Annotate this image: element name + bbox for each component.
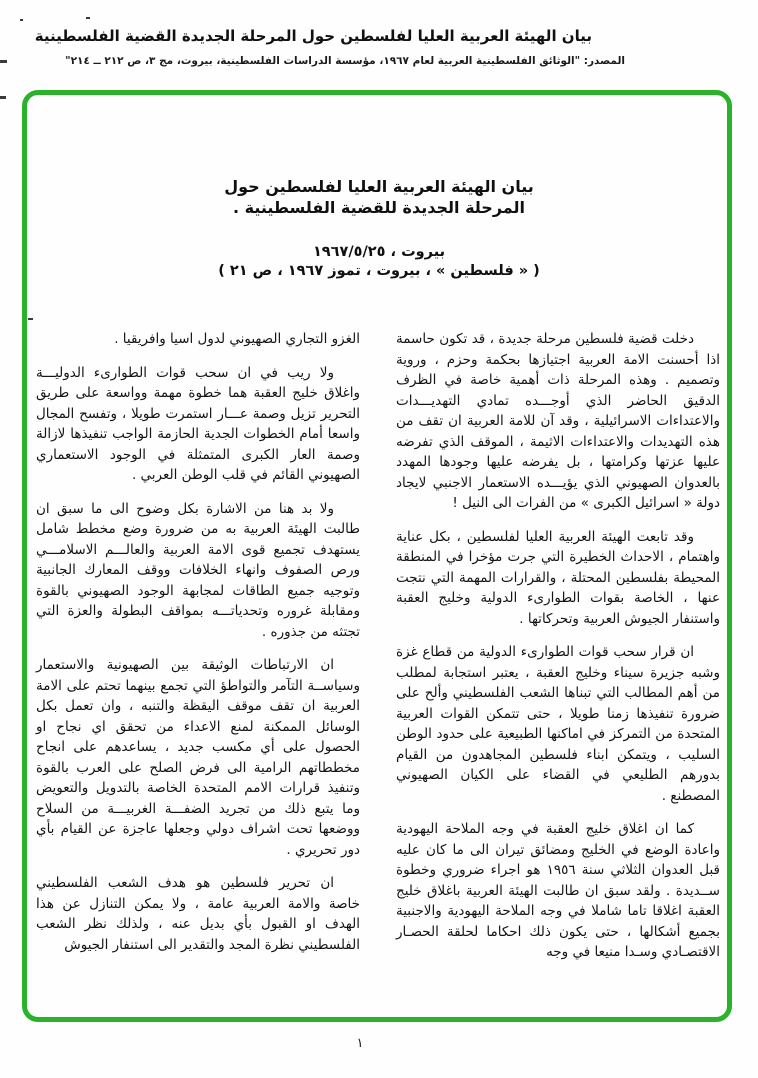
paragraph: وقد تابعت الهيئة العربية العليا لفلسطين ، بكل عناية واهتمام ، الاحداث الخطيرة التي جرت مؤخرا في المنطقة المحيطة بفلسطين المحتلة ، والقرارات المهمة التي نتجت عنها ، الخاصة بقوات الطوارىء الدولية وخليج العقبة واستنفار الجيوش العربية وتحركاتها . (396, 528, 720, 627)
scan-speck (20, 19, 23, 21)
dateline-citation: ( « فلسطين » ، بيروت ، تموز ١٩٦٧ ، ص ٢١ ) (218, 263, 540, 279)
paragraph: دخلت قضية فلسطين مرحلة جديدة ، قد تكون حاسمة اذا أحسنت الامة العربية اجتيازها بحكمة وحزم ، وروية وتصميم . وهذه المرحلة ذات أهمية خاصة في الظرف الدقيق الحاضر الذي أوجـــده تمادي التهديـــدات والاعتداءات الاسرائيلية ، وقد آن للامة العربية ان تقف من هذه التهديدات والاعتداءات الاثيمة ، الموقف الذي تفرضه عليها عزتها وكرامتها ، بل يفرضه عليها وجودها المهدد بالعدوان الصهيوني الذي يؤيـــده الاستعمار الاجنبي لايجاد دولة « اسرائيل الكبرى » من الفرات الى النيل ! (396, 331, 720, 511)
document-title-line1: بيان الهيئة العربية العليا لفلسطين حول (224, 177, 534, 196)
text-column-left (36, 329, 360, 976)
text-column-right (396, 329, 720, 976)
paragraph-continuation: الغزو التجاري الصهيوني لدول اسيا وافريقيا . (114, 331, 360, 347)
paragraph: ان تحرير فلسطين هو هدف الشعب الفلسطيني خاصة والامة العربية عامة ، ولا يمكن التنازل عن هذا الهدف او القبول بأي بديل عنه ، ولذلك نظر الشعب الفلسطيني نظرة المجد والتقدير الى استنفار الجيوش (36, 875, 360, 953)
document-title (0, 176, 758, 218)
paragraph: كما ان اغلاق خليج العقبة في وجه الملاحة اليهودية واعادة الوضع في الخليج ومضائق تيران الى ما كان عليه قبل العدوان الثلاثي سنة ١٩٥٦ هو اجراء ضروري وخطوة ســديدة . ولقد سبق ان طالبت الهيئة العربية باغلاق خليج العقبة اغلاقا تاما شاملا في وجه الملاحة اليهودية والاجنبية بجميع أشكالها ، حتى يكون ذلك احكاما لحلقة الحصـار الاقتصـادي وسـدا منيعا في وجه (396, 821, 720, 960)
scan-speck (0, 96, 6, 99)
text-columns (36, 329, 720, 976)
dateline-city-date: بيروت ، ١٩٦٧/٥/٢٥ (312, 244, 446, 260)
paragraph: ان الارتباطات الوثيقة بين الصهيونية والاستعمار وسياســة التآمر والتواطؤ التي تجمع بينهما تحتم على الامة العربية ان تقف موقف اليقظة والتنبه ، وان تعمل بكل الوسائل الممكنة لمنع الاعداء من تحقق اي نجاح او الحصول على أي مكسب جديد ، يساعدهم على انجاح مخططاتهم الرامية الى فرض الصلح على العرب بالقوة وتنفيذ قرارات الامم المتحدة الخاصة بالتدويل والتعويض وما يتبع ذلك من تجريد الضفـــة الغربيـــة من السلاح ووضعها تحت اشراف دولي وجعلها عاجزة عن القيام بأي دور تحريري . (36, 657, 360, 858)
paragraph: ولا ريب في ان سحب قوات الطوارىء الدوليـــة واغلاق خليج العقبة هما خطوة مهمة وواسعة على طريق التحرير تزيل وصمة عـــار استمرت طويلا ، وتفسح المجال واسعا أمام الخطوات الجدية الحازمة الواجب تنفيذها لازالة وصمة العار الكبرى المتمثلة في الوجود الاستعماري الصهيوني القائم في قلب الوطن العربي . (36, 364, 360, 483)
header-title-row (0, 27, 592, 45)
paragraph: ان قرار سحب قوات الطوارىء الدولية من قطاع غزة وشبه جزيرة سيناء وخليج العقبة ، يعتبر استجابة لمطلب من أهم المطالب التي تبناها الشعب الفلسطيني وألح على ضرورة تنفيذها زمنا طويلا ، حتى تتمكن القوات العربية المتحدة من التمركز في اماكنها الطبيعية على حدود الوطن السليب ، ويتمكن ابناء فلسطين المجاهدون من القيام بدورهم الطليعي في القضاء على الكيان الصهيوني المصطنع . (396, 644, 720, 804)
paragraph: ولا بد هنا من الاشارة بكل وضوح الى ما سبق ان طالبت الهيئة العربية به من ضرورة وضع مخطط شامل يستهدف تجميع قوى الامة العربية والعالـــم الاسلامـــي ورص الصفوف وانهاء الخلافات ووقف المعارك الجانبية وتوجيه جميع الطاقات لمجابهة الوجود الصهيوني بالقوة ومقابلة غروره وتحدياتـــه بمواقف البطولة والعزة التي تجتثه من جذوره . (36, 500, 360, 640)
header-source-line: المصدر: "الوثائق الفلسطينية العربية لعام ١٩٦٧، مؤسسة الدراسات الفلسطينية، بيروت، مج ٣، ص ٢١٢ ــ ٢١٤" (65, 55, 625, 67)
header-title: بيان الهيئة العربية العليا لفلسطين حول المرحلة الجديدة القضية الفلسطينية (34, 27, 592, 45)
scan-speck (0, 60, 7, 63)
page-number: ١ (356, 1036, 364, 1051)
scan-speck (86, 17, 90, 19)
document-dateline (0, 243, 758, 281)
document-title-line2: المرحلة الجديدة للقضية الفلسطينية . (232, 198, 525, 217)
